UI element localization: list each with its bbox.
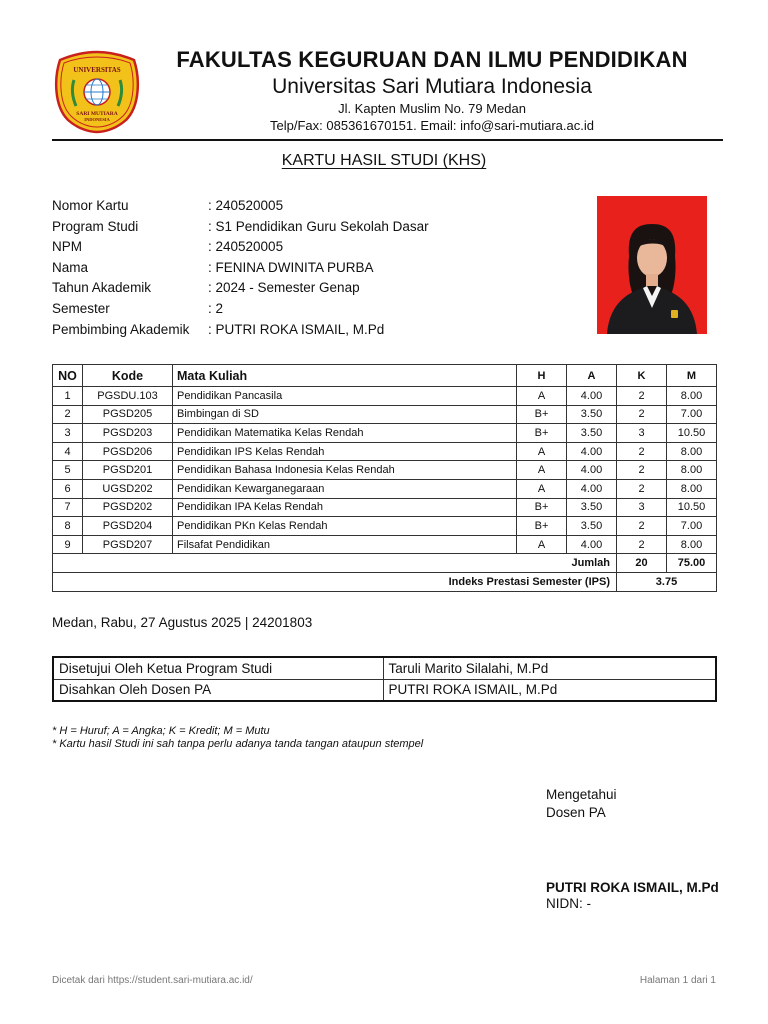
- approval-label: Disetujui Oleh Ketua Program Studi: [53, 657, 383, 679]
- cell-mata-kuliah: Bimbingan di SD: [173, 405, 517, 424]
- col-a: A: [567, 365, 617, 387]
- cell-h: A: [517, 535, 567, 554]
- ips-label: Indeks Prestasi Semester (IPS): [53, 572, 617, 591]
- table-row: [53, 387, 717, 406]
- cell-no: 3: [53, 424, 83, 443]
- signature-role: Dosen PA: [546, 805, 606, 820]
- cell-m: 8.00: [667, 479, 717, 498]
- cell-no: 6: [53, 479, 83, 498]
- table-row: [53, 479, 717, 498]
- info-value: : S1 Pendidikan Guru Sekolah Dasar: [208, 218, 429, 234]
- cell-kode: PGSD202: [83, 498, 173, 517]
- grades-body: [53, 387, 717, 554]
- note-line: * Kartu hasil Studi ini sah tanpa perlu adanya tanda tangan ataupun stempel: [52, 738, 424, 750]
- cell-kode: PGSDU.103: [83, 387, 173, 406]
- student-photo: [597, 196, 707, 334]
- cell-kode: PGSD207: [83, 535, 173, 554]
- approval-table: [52, 656, 717, 702]
- info-value: : PUTRI ROKA ISMAIL, M.Pd: [208, 321, 385, 337]
- table-row: [53, 405, 717, 424]
- approval-value: Taruli Marito Silalahi, M.Pd: [383, 657, 716, 679]
- info-label: Pembimbing Akademik: [52, 321, 190, 337]
- approval-row: [53, 657, 716, 679]
- info-row: [52, 217, 429, 238]
- cell-k: 2: [617, 461, 667, 480]
- footer-url: Dicetak dari https://student.sari-mutiara.ac.id/: [52, 975, 253, 986]
- jumlah-m: 75.00: [667, 554, 717, 573]
- info-label: Nomor Kartu: [52, 198, 129, 213]
- jumlah-row: [53, 554, 717, 573]
- jumlah-label: Jumlah: [53, 554, 617, 573]
- table-row: [53, 517, 717, 536]
- university-logo: [52, 50, 142, 134]
- info-value: : 240520005: [208, 198, 284, 213]
- date-line: Medan, Rabu, 27 Agustus 2025 | 24201803: [52, 615, 313, 630]
- university-name: Universitas Sari Mutiara Indonesia: [272, 75, 592, 98]
- col-no: NO: [53, 365, 83, 387]
- col-h: H: [517, 365, 567, 387]
- student-info: [52, 196, 429, 340]
- table-row: [53, 535, 717, 554]
- header-divider: [52, 139, 723, 141]
- cell-no: 5: [53, 461, 83, 480]
- cell-h: B+: [517, 405, 567, 424]
- info-label: Nama: [52, 259, 89, 275]
- approval-value: PUTRI ROKA ISMAIL, M.Pd: [383, 679, 716, 701]
- info-value: : 240520005: [208, 239, 284, 255]
- approval-label: Disahkan Oleh Dosen PA: [53, 679, 383, 701]
- cell-mata-kuliah: Pendidikan IPA Kelas Rendah: [173, 498, 517, 517]
- signature-name: PUTRI ROKA ISMAIL, M.Pd: [546, 880, 719, 895]
- cell-k: 2: [617, 517, 667, 536]
- cell-h: A: [517, 461, 567, 480]
- cell-no: 7: [53, 498, 83, 517]
- cell-kode: PGSD204: [83, 517, 173, 536]
- cell-k: 3: [617, 424, 667, 443]
- table-row: [53, 461, 717, 480]
- cell-h: B+: [517, 424, 567, 443]
- note-line: * H = Huruf; A = Angka; K = Kredit; M = Mutu: [52, 725, 270, 737]
- footer-page: Halaman 1 dari 1: [639, 975, 716, 986]
- cell-a: 4.00: [567, 535, 617, 554]
- cell-kode: PGSD206: [83, 442, 173, 461]
- cell-a: 4.00: [567, 442, 617, 461]
- cell-k: 2: [617, 442, 667, 461]
- cell-kode: PGSD203: [83, 424, 173, 443]
- svg-text:UNIVERSITAS: UNIVERSITAS: [73, 66, 121, 74]
- cell-no: 9: [53, 535, 83, 554]
- info-row: [52, 320, 429, 341]
- cell-mata-kuliah: Pendidikan Pancasila: [173, 387, 517, 406]
- cell-kode: PGSD201: [83, 461, 173, 480]
- table-row: [53, 442, 717, 461]
- cell-k: 2: [617, 405, 667, 424]
- notes: [52, 725, 423, 751]
- grades-header-row: [53, 365, 717, 387]
- info-value: : FENINA DWINITA PURBA: [208, 259, 374, 275]
- cell-a: 4.00: [567, 387, 617, 406]
- cell-kode: UGSD202: [83, 479, 173, 498]
- col-mata-kuliah: Mata Kuliah: [173, 365, 517, 387]
- info-value: : 2024 - Semester Genap: [208, 280, 360, 296]
- cell-a: 3.50: [567, 498, 617, 517]
- ips-row: [53, 572, 717, 591]
- cell-k: 2: [617, 535, 667, 554]
- cell-mata-kuliah: Pendidikan Bahasa Indonesia Kelas Rendah: [173, 461, 517, 480]
- svg-text:SARI MUTIARA: SARI MUTIARA: [76, 111, 118, 117]
- cell-m: 8.00: [667, 535, 717, 554]
- letterhead: [160, 46, 704, 134]
- ips-value: 3.75: [617, 572, 717, 591]
- contact: Telp/Fax: 085361670151. Email: info@sari-mutiara.ac.id: [270, 118, 594, 133]
- cell-mata-kuliah: Pendidikan Kewarganegaraan: [173, 479, 517, 498]
- cell-mata-kuliah: Pendidikan PKn Kelas Rendah: [173, 517, 517, 536]
- info-label: Semester: [52, 300, 110, 316]
- document-title: KARTU HASIL STUDI (KHS): [281, 152, 487, 169]
- grades-table: [52, 364, 717, 592]
- table-row: [53, 424, 717, 443]
- cell-k: 2: [617, 387, 667, 406]
- info-label: Tahun Akademik: [52, 280, 152, 296]
- cell-k: 3: [617, 498, 667, 517]
- table-row: [53, 498, 717, 517]
- signature-block: [546, 786, 617, 822]
- cell-m: 10.50: [667, 424, 717, 443]
- cell-k: 2: [617, 479, 667, 498]
- cell-no: 1: [53, 387, 83, 406]
- cell-a: 4.00: [567, 479, 617, 498]
- cell-m: 7.00: [667, 405, 717, 424]
- cell-mata-kuliah: Pendidikan Matematika Kelas Rendah: [173, 424, 517, 443]
- cell-m: 10.50: [667, 498, 717, 517]
- cell-a: 3.50: [567, 424, 617, 443]
- cell-m: 8.00: [667, 387, 717, 406]
- cell-mata-kuliah: Pendidikan IPS Kelas Rendah: [173, 442, 517, 461]
- col-k: K: [617, 365, 667, 387]
- cell-no: 8: [53, 517, 83, 536]
- approval-row: [53, 679, 716, 701]
- cell-a: 3.50: [567, 405, 617, 424]
- cell-kode: PGSD205: [83, 405, 173, 424]
- cell-mata-kuliah: Filsafat Pendidikan: [173, 535, 517, 554]
- faculty-name: FAKULTAS KEGURUAN DAN ILMU PENDIDIKAN: [176, 47, 688, 72]
- cell-no: 4: [53, 442, 83, 461]
- cell-no: 2: [53, 405, 83, 424]
- info-row: [52, 299, 429, 320]
- info-value: : 2: [208, 300, 224, 316]
- cell-h: B+: [517, 498, 567, 517]
- cell-a: 4.00: [567, 461, 617, 480]
- info-row: [52, 258, 429, 279]
- cell-h: B+: [517, 517, 567, 536]
- address: Jl. Kapten Muslim No. 79 Medan: [338, 101, 526, 116]
- jumlah-k: 20: [617, 554, 667, 573]
- info-label: NPM: [52, 239, 82, 255]
- info-row: [52, 237, 429, 258]
- signature-nidn: NIDN: -: [546, 896, 591, 911]
- cell-m: 8.00: [667, 442, 717, 461]
- info-row: [52, 196, 429, 217]
- cell-h: A: [517, 479, 567, 498]
- cell-m: 8.00: [667, 461, 717, 480]
- col-m: M: [667, 365, 717, 387]
- cell-h: A: [517, 387, 567, 406]
- cell-a: 3.50: [567, 517, 617, 536]
- col-kode: Kode: [83, 365, 173, 387]
- svg-text:INDONESIA: INDONESIA: [84, 117, 110, 122]
- signature-line: Mengetahui: [546, 787, 617, 802]
- cell-h: A: [517, 442, 567, 461]
- cell-m: 7.00: [667, 517, 717, 536]
- info-row: [52, 278, 429, 299]
- info-label: Program Studi: [52, 218, 139, 234]
